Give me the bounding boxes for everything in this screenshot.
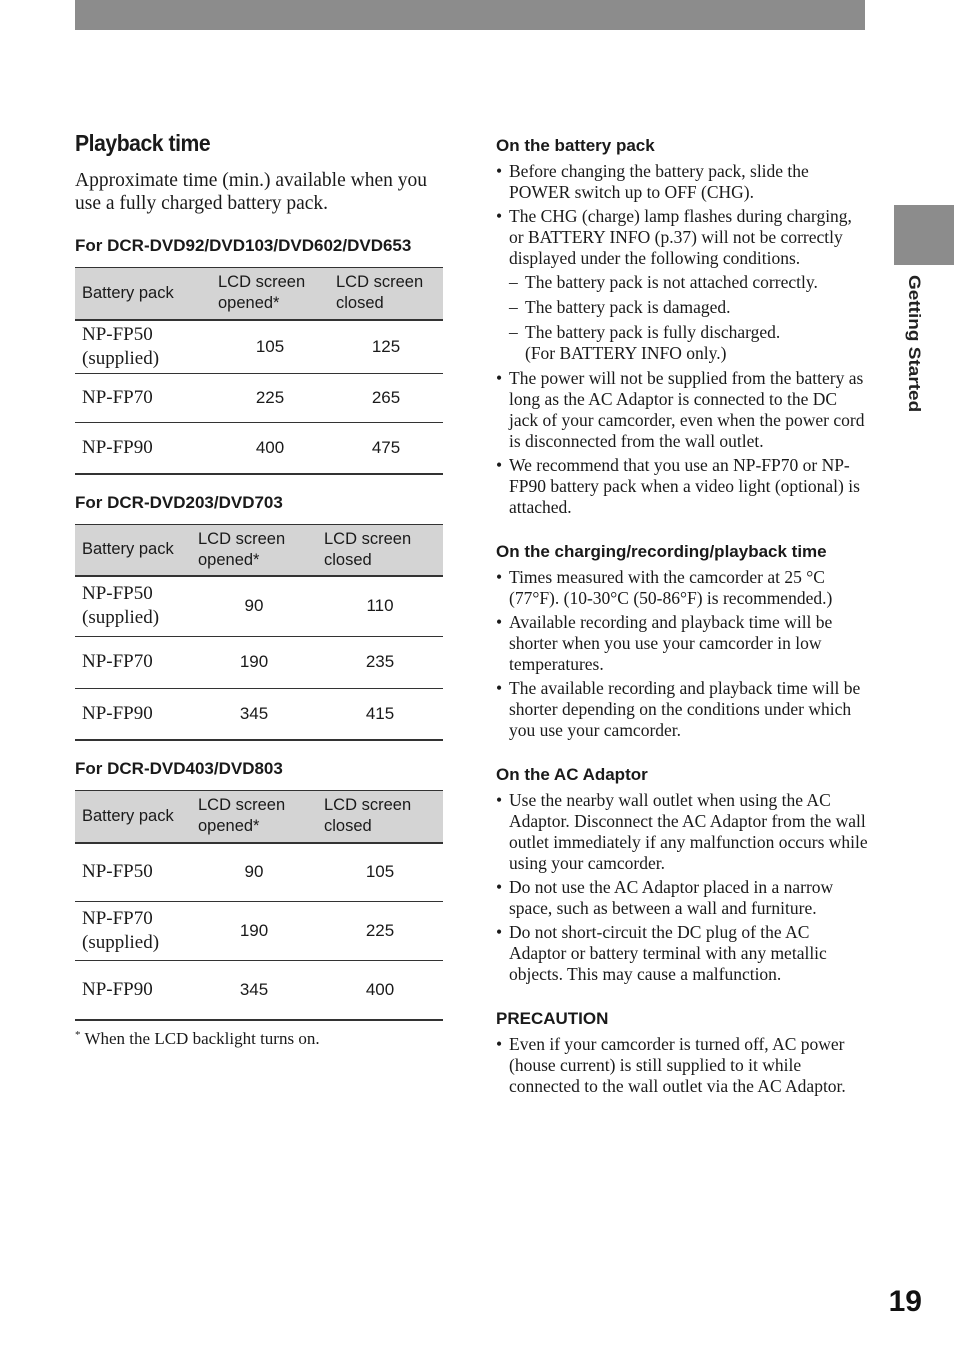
page-number: 19 [888,1285,922,1318]
battery-time-table [75,790,443,1021]
col-header-closed: LCD screen closed [317,791,443,843]
list-item: • We recommend that you use an NP-FP70 or NP-FP90 battery pack when a video light (optional) is attached. [496,455,868,518]
table-block-2 [75,493,443,742]
list-item: • Times measured with the camcorder at 25 °C (77°F). (10-30°C (50-86°F) is recommended.) [496,567,868,609]
col-header-closed: LCD screen closed [317,524,443,576]
table-title: For DCR-DVD403/DVD803 [75,759,283,778]
table-row [75,961,443,1020]
table-row [75,636,443,688]
battery-time-table [75,524,443,742]
subsection-title: On the battery pack [496,136,655,155]
table-footnote: * When the LCD backlight turns on. [75,1028,320,1048]
list-item: • Even if your camcorder is turned off, AC power (house current) is still supplied to it while connected to the wall outlet via the AC Adaptor. [496,1034,868,1097]
precaution-notes [496,1008,868,1097]
list-item: • The available recording and playback time will be shorter depending on the conditions under which you use your camcorder. [496,678,868,741]
time-opened: 225 [211,374,329,423]
section-title: Playback time [75,130,211,156]
list-item: • Do not short-circuit the DC plug of the AC Adaptor or battery terminal with any metallic objects. This may cause a malfunction. [496,922,868,985]
table-header-row [75,268,443,320]
time-opened: 400 [211,423,329,474]
time-closed: 105 [317,843,443,902]
list-item: • Available recording and playback time will be shorter when you use your camcorder in low temperatures. [496,612,868,675]
ac-adaptor-notes [496,764,868,985]
table-title: For DCR-DVD203/DVD703 [75,492,283,512]
list-item: • Do not use the AC Adaptor placed in a narrow space, such as between a wall and furniture. [496,877,868,919]
time-closed: 400 [317,961,443,1020]
time-closed: 235 [317,636,443,688]
time-opened: 345 [191,961,317,1020]
time-closed: 110 [317,576,443,636]
table-row [75,843,443,902]
playback-time-section [75,130,443,1049]
subsection-title: On the AC Adaptor [496,765,648,784]
battery-model: NP-FP70 [75,636,191,688]
charging-notes [496,541,868,741]
sub-list-item: – The battery pack is damaged. [509,297,868,318]
table-block-3 [75,759,443,1021]
table-block-1 [75,236,443,475]
sub-list-item: – The battery pack is fully discharged. (For BATTERY INFO only.) [509,322,868,364]
col-header-battery: Battery pack [75,791,191,843]
table-row [75,423,443,474]
battery-time-table [75,267,443,475]
time-opened: 345 [191,688,317,740]
list-item: • The CHG (charge) lamp flashes during charging, or BATTERY INFO (p.37) will not be correctly displayed under the following conditions. – The battery pack is not attached correctly. – The battery pack is damaged. – The battery pack is fully discharged. (For BATTERY INFO only.) [496,206,868,364]
table-row [75,320,443,374]
table-row [75,576,443,636]
battery-model: NP-FP70 (supplied) [75,902,191,961]
battery-model: NP-FP50 (supplied) [75,576,191,636]
battery-model: NP-FP50 [75,843,191,902]
time-opened: 90 [191,843,317,902]
header-bar [75,0,865,30]
subsection-title: On the charging/recording/playback time [496,542,827,561]
battery-model: NP-FP90 [75,688,191,740]
col-header-opened: LCD screen opened* [191,791,317,843]
battery-model: NP-FP90 [75,423,211,474]
table-row [75,688,443,740]
subsection-title: PRECAUTION [496,1009,609,1028]
time-closed: 265 [329,374,443,423]
col-header-battery: Battery pack [75,268,211,320]
time-closed: 475 [329,423,443,474]
notes-column [496,135,868,1100]
col-header-opened: LCD screen opened* [211,268,329,320]
time-closed: 225 [317,902,443,961]
section-tab-marker [894,205,954,265]
table-header-row [75,524,443,576]
battery-pack-notes [496,135,868,518]
battery-model: NP-FP70 [75,374,211,423]
section-intro: Approximate time (min.) available when you use a fully charged battery pack. [75,170,427,214]
time-closed: 415 [317,688,443,740]
col-header-opened: LCD screen opened* [191,524,317,576]
list-item: • Before changing the battery pack, slide the POWER switch up to OFF (CHG). [496,161,868,203]
battery-model: NP-FP50 (supplied) [75,320,211,374]
time-closed: 125 [329,320,443,374]
col-header-closed: LCD screen closed [329,268,443,320]
list-item: • Use the nearby wall outlet when using the AC Adaptor. Disconnect the AC Adaptor from the wall outlet immediately if any malfunction occurs while using your camcorder. [496,790,868,874]
time-opened: 190 [191,636,317,688]
battery-model: NP-FP90 [75,961,191,1020]
table-title: For DCR-DVD92/DVD103/DVD602/DVD653 [75,236,412,255]
section-side-label: Getting Started [904,275,923,413]
time-opened: 105 [211,320,329,374]
sub-list-item: – The battery pack is not attached correctly. [509,272,868,293]
table-header-row [75,791,443,843]
time-opened: 190 [191,902,317,961]
table-row [75,902,443,961]
col-header-battery: Battery pack [75,524,191,576]
list-item: • The power will not be supplied from the battery as long as the AC Adaptor is connected to the DC jack of your camcorder, even when the power cord is disconnected from the wall outlet. [496,368,868,452]
time-opened: 90 [191,576,317,636]
table-row [75,374,443,423]
